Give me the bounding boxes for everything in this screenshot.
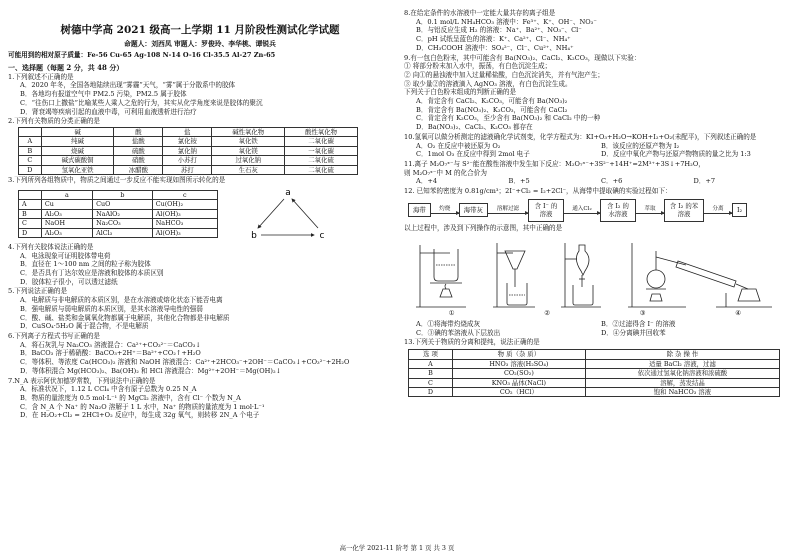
table-cell: HNO₃ 溶液(H₂SO₄) <box>452 359 585 368</box>
table-cell: B <box>409 369 453 378</box>
table-header-cell: 物 质（杂 质） <box>452 350 585 359</box>
table-cell: CuO <box>93 200 153 209</box>
table-row <box>19 200 218 209</box>
table-cell: NaHCO₃ <box>152 219 217 228</box>
table-cell: Cu <box>41 200 92 209</box>
option-row <box>404 329 786 338</box>
option-a: A．0.1 mol/L NH₄HCO₃ 溶液中：Fe³⁺、K⁺、OH⁻、NO₃⁻ <box>416 17 597 26</box>
table-cell: Al(OH)₃ <box>152 228 217 237</box>
iodine-extraction-flowchart <box>408 199 786 222</box>
table-cell: 烧碱 <box>41 146 114 155</box>
table-header-cell: c <box>152 190 217 199</box>
table-header-cell: 酸性氧化物 <box>285 127 358 136</box>
option-c: C．+6 <box>601 177 623 186</box>
table-cell: 冰醋酸 <box>114 165 163 174</box>
experiment-step: ③ 取少量②的溶液滴入 AgNO₃ 溶液，有白色沉淀生成。 <box>404 79 572 88</box>
table-cell: Al₂O₃ <box>41 228 92 237</box>
table-cell: 盐酸 <box>114 137 163 146</box>
table-row <box>19 219 218 228</box>
table-header-cell: 碱 <box>41 127 114 136</box>
table-row <box>409 369 780 378</box>
arrow-c-to-a <box>292 199 318 228</box>
option-c: C．pH 试纸呈蓝色的溶液：K⁺、Ca²⁺、Cl⁻、NH₄⁺ <box>416 35 571 44</box>
table-cell: A <box>409 359 453 368</box>
option-c: C．“往伤口上撒盐”比喻某些人乘人之危的行为，其实从化学角度来说是胶体的聚沉 <box>20 98 263 107</box>
table-row <box>409 388 780 397</box>
option-c: C．是否具有丁达尔效应是溶液和胶体的本质区别 <box>20 269 164 278</box>
option-row <box>404 320 786 329</box>
question-3 <box>8 176 392 242</box>
option-b: B．该反应的还原产物为 I₂ <box>601 141 680 150</box>
flow-op-label: 溶解过滤 <box>496 206 520 213</box>
question-stem: 9.有一包白色粉末，其中可能含有 Ba(NO₃)₂、CaCl₂、K₂CO₃，现做以下实验： <box>404 53 641 62</box>
table-row <box>19 156 358 165</box>
table-cell: CO₂(SO₂) <box>452 369 585 378</box>
table-cell: 饱和 NaHCO₃ 溶液 <box>585 388 779 397</box>
table-cell: 二氧化硫 <box>285 165 358 174</box>
flow-step-iodine-benzene: 含 I₂ 的苯溶液 <box>664 199 704 222</box>
question-1 <box>8 73 392 117</box>
option-c: C．等体积、等浓度 Ca(HCO₃)₂ 溶液和 NaOH 溶液混合：Ca²⁺+2HCO₃⁻+2OH⁻＝CaCO₃↓+CO₃²⁻+2H₂O <box>20 358 350 367</box>
question-4 <box>8 243 392 287</box>
table-row <box>19 146 358 155</box>
table-row <box>19 209 218 218</box>
question-stem-continued: 则 M₂O₇ˣ⁻中 M 的化合价为 <box>404 168 487 177</box>
experiment-step: ② 向①的悬浊液中加入过量稀盐酸，白色沉淀消失，并有气泡产生； <box>404 70 604 79</box>
figure-label: ② <box>544 309 551 318</box>
table-cell: 硝酸 <box>114 156 163 165</box>
flow-op-label: 萃取 <box>644 206 656 213</box>
table-cell: Al(OH)₃ <box>152 209 217 218</box>
table-header-cell: 碱性氧化物 <box>212 127 285 136</box>
table-cell: 苏打 <box>163 165 212 174</box>
table-row <box>19 228 218 237</box>
apparatus-labels <box>404 309 786 318</box>
table-cell: 氢氧化亚铁 <box>41 165 114 174</box>
option-c: C．酸、碱、盐类和金属氧化物都属于电解质，其他化合物都是非电解质 <box>20 313 230 322</box>
option-a: A．①将海带灼烧成灰 <box>416 320 481 329</box>
table-cell: 氧化铁 <box>212 137 285 146</box>
conversion-block <box>18 186 392 242</box>
option-b: B．强电解质与弱电解质的本质区别，是其水溶液导电性的强弱 <box>20 304 203 313</box>
option-b: B．各地均有报道空气中 PM2.5 污染，PM2.5 属于胶体 <box>20 90 187 99</box>
table-cell: AlCl₃ <box>93 228 153 237</box>
table-cell: 二氧化硫 <box>285 156 358 165</box>
table-cell: A <box>19 200 42 209</box>
table-cell: KNO₃ 晶体(NaCl) <box>452 378 585 387</box>
experiment-step: ① 将部分粉末加入水中，振荡，有白色沉淀生成； <box>404 62 552 71</box>
option-d: D．CH₃COOH 溶液中：SO₄²⁻、Cl⁻、Cu²⁺、NH₄⁺ <box>416 43 574 52</box>
node-a-label: a <box>285 187 291 198</box>
figure-label: ③ <box>639 309 646 318</box>
option-d: D．+7 <box>693 177 716 186</box>
table-cell: C <box>19 219 42 228</box>
flow-step-ash: 海带灰 <box>459 203 488 217</box>
question-9 <box>404 54 786 132</box>
question-stem: 8.在给定条件的水溶液中一定能大量共存的离子组是 <box>404 9 556 17</box>
option-b: B．肯定含有 Ba(NO₃)₂、K₂CO₃，可能含有 CaCl₂ <box>416 105 568 114</box>
question-stem: 13.下列关于物质的分离和提纯，说法正确的是 <box>404 338 540 347</box>
table-header-row <box>19 127 358 136</box>
question-stem: 4.下列有关胶体说法正确的是 <box>8 242 94 251</box>
option-b: B．②过滤得含 I⁻ 的溶液 <box>601 320 676 329</box>
question-8 <box>404 9 786 53</box>
flow-step-seaweed: 海带 <box>408 203 431 217</box>
page-footer: 高一化学 2021-11 阶考 第 1 页 共 3 页 <box>339 544 455 552</box>
figure-label: ④ <box>735 309 742 318</box>
option-c: C．1mol O₃ 在反应中得到 2mol 电子 <box>416 150 530 159</box>
table-cell: 依次通过氢氧化钠溶液和浓硫酸 <box>585 369 779 378</box>
table-header-cell: 选 项 <box>409 350 453 359</box>
option-a: A．将石灰乳与 Na₂CO₃ 溶液混合：Ca²⁺+CO₃²⁻＝CaCO₃↓ <box>20 340 201 349</box>
question-6 <box>8 332 392 376</box>
question-stem: 6.下列离子方程式书写正确的是 <box>8 331 101 340</box>
table-cell: 过氧化钠 <box>212 156 285 165</box>
table-header-cell: a <box>41 190 92 199</box>
arrow-a-to-b <box>258 199 284 228</box>
table-cell: C <box>409 378 453 387</box>
option-d: D．Ba(NO₃)₂、CaCl₂、K₂CO₃ 都存在 <box>416 123 533 132</box>
table-row <box>409 378 780 387</box>
flow-op-label: 灼烧 <box>439 206 451 213</box>
question-10 <box>404 133 786 159</box>
table-header-cell: b <box>93 190 153 199</box>
node-c-label: c <box>319 230 325 241</box>
question-7 <box>8 377 392 421</box>
table-cell: 氯化钠 <box>163 146 212 155</box>
table-cell: 碱式碳酸铜 <box>41 156 114 165</box>
question-12 <box>404 187 786 337</box>
question-11 <box>404 160 786 186</box>
flow-arrow <box>636 206 664 214</box>
table-cell: CO₂（HCl） <box>452 388 585 397</box>
left-column <box>8 8 392 420</box>
flow-step-iodine-water: 含 I₂ 的水溶液 <box>600 199 636 222</box>
option-d: D．肾衰竭等疾病引起的血液中毒，可利用血液透析进行治疗 <box>20 107 197 116</box>
table-row <box>19 165 358 174</box>
apparatus-figures <box>404 235 786 309</box>
table-cell: 氧化镁 <box>212 146 285 155</box>
option-a: A．O₂ 在反应中被还原为 O₂ <box>416 141 501 150</box>
table-cell: 硫酸 <box>114 146 163 155</box>
option-d: D．反应中氧化产物与还原产物物质的量之比为 1:3 <box>601 150 751 159</box>
option-a: A．电解质与非电解质的本质区别，是在水溶液或熔化状态下能否电离 <box>20 296 223 305</box>
question-stem: 5.下列说法正确的是 <box>8 287 68 296</box>
option-a: A．标准状况下，1.12 L CCl₄ 中含有原子总数为 0.25 N_A <box>20 385 197 394</box>
question-13 <box>404 338 786 397</box>
atomic-masses: 可能用到的相对原子质量：Fe-56 Cu-65 Ag-108 N-14 O-16 Cl-35.5 Al-27 Zn-65 <box>8 50 276 59</box>
option-b: B．+5 <box>508 177 530 186</box>
question-stem: 2.下列有关物质的分类正确的是 <box>8 117 101 126</box>
option-a: A．肯定含有 CaCl₂、K₂CO₃，可能含有 Ba(NO₃)₂ <box>416 97 568 106</box>
option-d: D．CuSO₄·5H₂O 属于混合物，不是电解质 <box>20 322 149 331</box>
table-header-cell: 除 杂 操 作 <box>585 350 779 359</box>
node-b-label: b <box>251 230 257 241</box>
flow-step-iodide-solution: 含 I⁻ 的溶液 <box>528 199 564 222</box>
table-cell: C <box>19 156 42 165</box>
option-b: B．物质的量浓度为 0.5 mol·L⁻¹ 的 MgCl₂ 溶液中，含有 Cl⁻ 个数为 N_A <box>20 393 241 402</box>
purification-table <box>408 349 780 397</box>
beaker-heating-apparatus <box>414 239 470 309</box>
option-row <box>404 142 786 151</box>
table-cell: A <box>19 137 42 146</box>
option-a: A．电泳现象可证明胶体带电荷 <box>20 251 111 260</box>
classification-table <box>18 127 358 175</box>
flow-arrow <box>431 206 459 214</box>
question-2 <box>8 117 392 175</box>
table-cell: D <box>19 165 42 174</box>
flow-arrow <box>564 206 600 214</box>
table-header-cell: 酸 <box>114 127 163 136</box>
section-heading: 一、选择题（每题 2 分，共 48 分） <box>8 62 124 72</box>
option-d: D．④分离碘并回收苯 <box>601 328 666 337</box>
option-a: A．+4 <box>416 177 438 186</box>
flow-op-label: 通入Cl₂ <box>572 206 592 213</box>
exam-title: 树德中学高 2021 级高一上学期 11 月阶段性测试化学试题 <box>60 24 340 36</box>
table-cell: D <box>19 228 42 237</box>
table-cell: 氯化铵 <box>163 137 212 146</box>
table-cell: 溶解，蒸发结晶 <box>585 378 779 387</box>
table-cell: NaAlO₂ <box>93 209 153 218</box>
table-cell: NaOH <box>41 219 92 228</box>
option-d: D．等体积混合 Mg(HCO₃)₂、Ba(OH)₂ 和 HCl 溶液混合：Mg²⁺+2OH⁻＝Mg(OH)₂↓ <box>20 366 282 375</box>
option-b: B．BaCO₃ 溶于稀硝酸：BaCO₃+2H⁺＝Ba²⁺+CO₂↑+H₂O <box>20 349 201 358</box>
authors-line: 命题人：刘西凤 审题人：罗俊玲、李华桃、谭锐兵 <box>124 39 276 48</box>
question-ask: 以上过程中，涉及到下列操作的示意图，其中正确的是 <box>404 223 563 232</box>
table-cell: Al₂O₃ <box>41 209 92 218</box>
distillation-apparatus <box>626 239 776 309</box>
option-b: B．与铝反应生成 H₂ 的溶液：Na⁺、Ba²⁺、NO₃⁻、Cl⁻ <box>416 26 582 35</box>
table-cell: 适量 BaCl₂ 溶液，过滤 <box>585 359 779 368</box>
option-a: A．2020 年冬，全国各地陆续出现“雾霾”天气，“雾”属于分散系中的胶体 <box>20 81 236 90</box>
flow-arrow <box>704 206 732 214</box>
right-column <box>404 8 786 397</box>
table-cell: 一氧化碳 <box>285 146 358 155</box>
table-cell: Na₂CO₃ <box>93 219 153 228</box>
table-cell: D <box>409 388 453 397</box>
filtration-apparatus <box>491 239 539 309</box>
question-ask: 下列关于白色粉末组成的判断正确的是 <box>404 88 517 97</box>
question-stem: 11.离子 M₂O₇ˣ⁻与 S²⁻能在酸性溶液中发生如下反应：M₂O₇ˣ⁻+3S²⁻+14H⁺=2M³⁺+3S↓+7H₂O， <box>404 159 705 168</box>
option-b: B．直径在 1～100 nm 之间的粒子称为胶体 <box>20 260 151 269</box>
separatory-funnel-apparatus <box>559 239 605 309</box>
table-header-row <box>409 350 780 359</box>
conversion-triangle-diagram <box>248 186 328 242</box>
question-stem: 10.氢氧可以做分析测定的滤液确化学试剂变，化学方程式为：KI+O₃+H₂O→KOH+I₂+O₂(未配平)，下列叙述正确的是 <box>404 132 757 141</box>
table-cell: 小苏打 <box>163 156 212 165</box>
table-cell: Cu(OH)₂ <box>152 200 217 209</box>
table-header-cell: 盐 <box>163 127 212 136</box>
question-stem: 12. 已知苯的密度为 0.81g/cm³；2I⁻+Cl₂ = I₂+2Cl⁻，从海带中提取碘的实验过程如下： <box>404 187 672 196</box>
table-cell: B <box>19 209 42 218</box>
table-cell: 二氧化碳 <box>285 137 358 146</box>
option-c: C．③碘的苯溶液从下层放出 <box>416 328 501 337</box>
question-stem: 1.下列叙述不正确的是 <box>8 72 74 81</box>
table-header-cell <box>19 127 42 136</box>
table-cell: 生石灰 <box>212 165 285 174</box>
option-row <box>404 150 786 159</box>
flow-arrow <box>488 206 528 214</box>
figure-label: ① <box>448 309 455 318</box>
conversion-table <box>18 190 218 238</box>
table-cell: 纯碱 <box>41 137 114 146</box>
question-stem: 7.N_A 表示阿伏加德罗常数，下列说法中正确的是 <box>8 376 156 385</box>
option-c: C．含 N_A 个 Na⁺ 的 Na₂O 溶解于 1 L 水中，Na⁺ 的物质的量浓度为 1 mol·L⁻¹ <box>20 402 265 411</box>
flow-op-label: 分离 <box>712 206 724 213</box>
question-stem: 3.下列所列各组物质中，物质之间通过一步反应不能实现如图所示转化的是 <box>8 176 226 185</box>
flow-step-iodine: I₂ <box>732 203 747 217</box>
table-row <box>409 359 780 368</box>
option-row <box>404 177 786 186</box>
question-5 <box>8 287 392 331</box>
option-d: D．在 H₂O₂+Cl₂ = 2HCl+O₂ 反应中，每生成 32g 氧气，则转移 2N_A 个电子 <box>20 411 260 420</box>
table-header-cell <box>19 190 42 199</box>
table-row <box>19 137 358 146</box>
option-d: D．胶体粒子很小，可以透过滤纸 <box>20 277 118 286</box>
table-cell: B <box>19 146 42 155</box>
table-header-row <box>19 190 218 199</box>
option-c: C．肯定含有 K₂CO₃，至少含有 Ba(NO₃)₂ 和 CaCl₂ 中的一种 <box>416 114 601 123</box>
